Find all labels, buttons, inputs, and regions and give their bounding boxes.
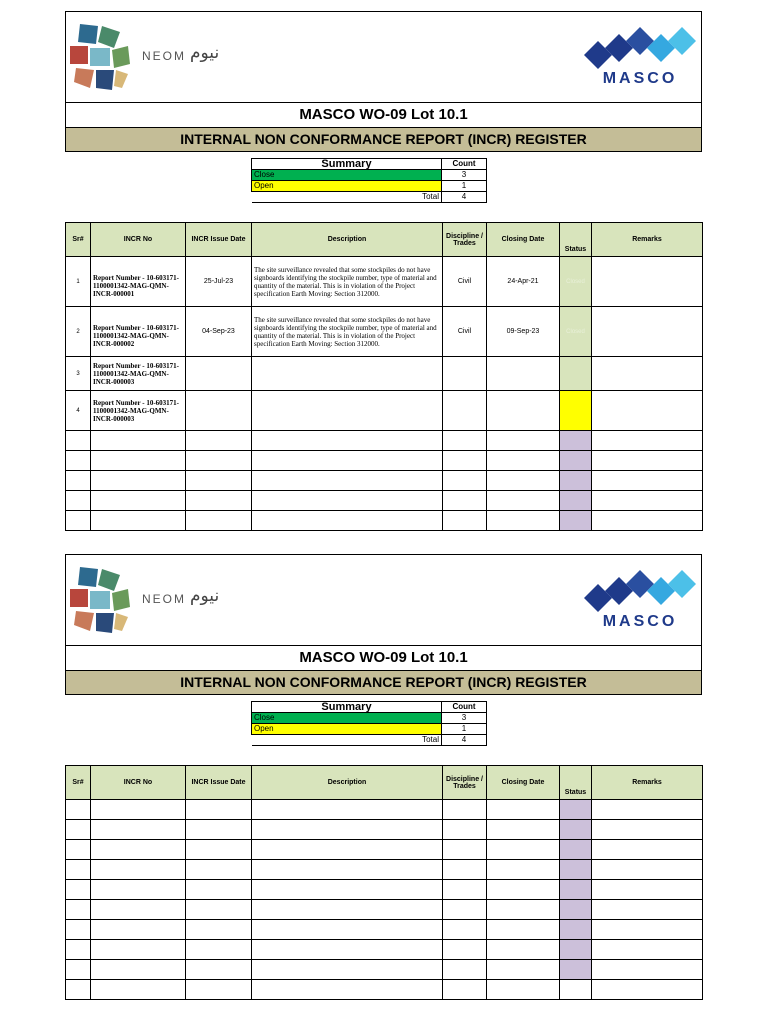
table-row bbox=[66, 960, 703, 980]
cell-status bbox=[560, 800, 592, 820]
cell-status: Closed bbox=[560, 307, 592, 357]
cell-discipline bbox=[443, 391, 487, 431]
cell-closing-date: 09-Sep-23 bbox=[487, 307, 560, 357]
document-subtitle: INTERNAL NON CONFORMANCE REPORT (INCR) REGISTER bbox=[65, 670, 702, 695]
cell-incr-no: Report Number - 10-603171-1100001342-MAG-QMN-INCR-000003 bbox=[91, 391, 186, 431]
cell-description: The site surveillance revealed that some stockpiles do not have signboards identifying the stockpile number, type of material and quantity of the material. This is in violation of the Project specification Earth Moving: Section 312000. bbox=[252, 257, 443, 307]
table-row bbox=[66, 880, 703, 900]
table-row bbox=[66, 511, 703, 531]
summary-total-label: Total bbox=[252, 192, 442, 203]
masco-logo-icon bbox=[581, 567, 699, 629]
incr-register-table bbox=[65, 222, 703, 531]
page-header bbox=[65, 11, 702, 102]
col-status: Status bbox=[560, 223, 592, 257]
neom-wordmark: NEOM bbox=[142, 592, 186, 606]
cell-issue-date bbox=[186, 357, 252, 391]
summary-close-label: Close bbox=[252, 170, 442, 181]
document-title: MASCO WO-09 Lot 10.1 bbox=[65, 102, 702, 127]
table-row bbox=[66, 820, 703, 840]
neom-logo-icon bbox=[66, 20, 134, 94]
cell-status bbox=[560, 840, 592, 860]
table-row bbox=[66, 391, 703, 431]
cell-closing-date: 24-Apr-21 bbox=[487, 257, 560, 307]
cell-status bbox=[560, 451, 592, 471]
col-issue-date: INCR Issue Date bbox=[186, 766, 252, 800]
table-row bbox=[66, 257, 703, 307]
table-row bbox=[66, 940, 703, 960]
cell-status bbox=[560, 391, 592, 431]
incr-register-table bbox=[65, 765, 703, 1000]
summary-total-label: Total bbox=[252, 735, 442, 746]
document-subtitle: INTERNAL NON CONFORMANCE REPORT (INCR) REGISTER bbox=[65, 127, 702, 152]
col-sr: Sr# bbox=[66, 223, 91, 257]
summary-header: Summary bbox=[252, 702, 442, 713]
cell-status bbox=[560, 511, 592, 531]
cell-sr: 1 bbox=[66, 257, 91, 307]
table-row bbox=[66, 431, 703, 451]
cell-issue-date: 25-Jul-23 bbox=[186, 257, 252, 307]
col-issue-date: INCR Issue Date bbox=[186, 223, 252, 257]
cell-discipline: Civil bbox=[443, 257, 487, 307]
cell-sr: 2 bbox=[66, 307, 91, 357]
col-closing-date: Closing Date bbox=[487, 766, 560, 800]
col-discipline: Discipline / Trades bbox=[443, 766, 487, 800]
cell-status bbox=[560, 960, 592, 980]
summary-open-count: 1 bbox=[442, 724, 487, 735]
cell-incr-no: Report Number - 10-603171-1100001342-MAG-QMN-INCR-000002 bbox=[91, 307, 186, 357]
cell-status bbox=[560, 880, 592, 900]
cell-incr-no: Report Number - 10-603171-1100001342-MAG-QMN-INCR-000003 bbox=[91, 357, 186, 391]
summary-close-label: Close bbox=[252, 713, 442, 724]
cell-status bbox=[560, 491, 592, 511]
table-row bbox=[66, 451, 703, 471]
cell-status: Closed bbox=[560, 257, 592, 307]
page-header bbox=[65, 554, 702, 645]
neom-logo-icon bbox=[66, 563, 134, 637]
table-row bbox=[66, 800, 703, 820]
col-status: Status bbox=[560, 766, 592, 800]
table-row bbox=[66, 920, 703, 940]
count-header: Count bbox=[442, 159, 487, 170]
cell-status bbox=[560, 471, 592, 491]
cell-status bbox=[560, 431, 592, 451]
col-incr-no: INCR No bbox=[91, 766, 186, 800]
svg-text:MASCO: MASCO bbox=[602, 613, 678, 629]
col-remarks: Remarks bbox=[592, 766, 703, 800]
cell-discipline: Civil bbox=[443, 307, 487, 357]
col-description: Description bbox=[252, 223, 443, 257]
cell-description: The site surveillance revealed that some stockpiles do not have signboards identifying the stockpile number, type of material and quantity of the material. This is in violation of the Project specification Earth Moving: Section 312000. bbox=[252, 307, 443, 357]
table-row bbox=[66, 980, 703, 1000]
col-sr: Sr# bbox=[66, 766, 91, 800]
col-description: Description bbox=[252, 766, 443, 800]
cell-sr: 4 bbox=[66, 391, 91, 431]
summary-open-label: Open bbox=[252, 724, 442, 735]
neom-arabic-wordmark: نيوم bbox=[190, 586, 220, 606]
summary-header: Summary bbox=[252, 159, 442, 170]
masco-logo-icon bbox=[581, 24, 699, 86]
table-row bbox=[66, 357, 703, 391]
table-header-row bbox=[66, 766, 703, 800]
cell-status bbox=[560, 357, 592, 391]
summary-total-count: 4 bbox=[442, 735, 487, 746]
summary-open-count: 1 bbox=[442, 181, 487, 192]
cell-status bbox=[560, 820, 592, 840]
col-discipline: Discipline / Trades bbox=[443, 223, 487, 257]
cell-description bbox=[252, 357, 443, 391]
cell-issue-date: 04-Sep-23 bbox=[186, 307, 252, 357]
cell-status bbox=[560, 900, 592, 920]
table-row bbox=[66, 860, 703, 880]
table-row bbox=[66, 840, 703, 860]
summary-close-count: 3 bbox=[442, 713, 487, 724]
cell-remarks bbox=[592, 357, 703, 391]
table-header-row bbox=[66, 223, 703, 257]
table-row bbox=[66, 307, 703, 357]
register-sheet-2 bbox=[65, 554, 702, 796]
cell-status bbox=[560, 920, 592, 940]
cell-issue-date bbox=[186, 391, 252, 431]
neom-arabic-wordmark: نيوم bbox=[190, 43, 220, 63]
svg-text:MASCO: MASCO bbox=[602, 70, 678, 86]
col-closing-date: Closing Date bbox=[487, 223, 560, 257]
cell-remarks bbox=[592, 391, 703, 431]
col-incr-no: INCR No bbox=[91, 223, 186, 257]
cell-remarks bbox=[592, 307, 703, 357]
summary-total-count: 4 bbox=[442, 192, 487, 203]
register-sheet-1 bbox=[65, 11, 702, 423]
cell-status bbox=[560, 940, 592, 960]
col-remarks: Remarks bbox=[592, 223, 703, 257]
table-row bbox=[66, 900, 703, 920]
table-row bbox=[66, 491, 703, 511]
cell-remarks bbox=[592, 257, 703, 307]
cell-closing-date bbox=[487, 357, 560, 391]
summary-table bbox=[251, 158, 487, 203]
neom-wordmark: NEOM bbox=[142, 49, 186, 63]
summary-close-count: 3 bbox=[442, 170, 487, 181]
cell-status bbox=[560, 860, 592, 880]
table-row bbox=[66, 471, 703, 491]
count-header: Count bbox=[442, 702, 487, 713]
cell-sr: 3 bbox=[66, 357, 91, 391]
document-title: MASCO WO-09 Lot 10.1 bbox=[65, 645, 702, 670]
summary-open-label: Open bbox=[252, 181, 442, 192]
cell-closing-date bbox=[487, 391, 560, 431]
summary-table bbox=[251, 701, 487, 746]
cell-incr-no: Report Number - 10-603171-1100001342-MAG-QMN-INCR-000001 bbox=[91, 257, 186, 307]
cell-discipline bbox=[443, 357, 487, 391]
cell-description bbox=[252, 391, 443, 431]
